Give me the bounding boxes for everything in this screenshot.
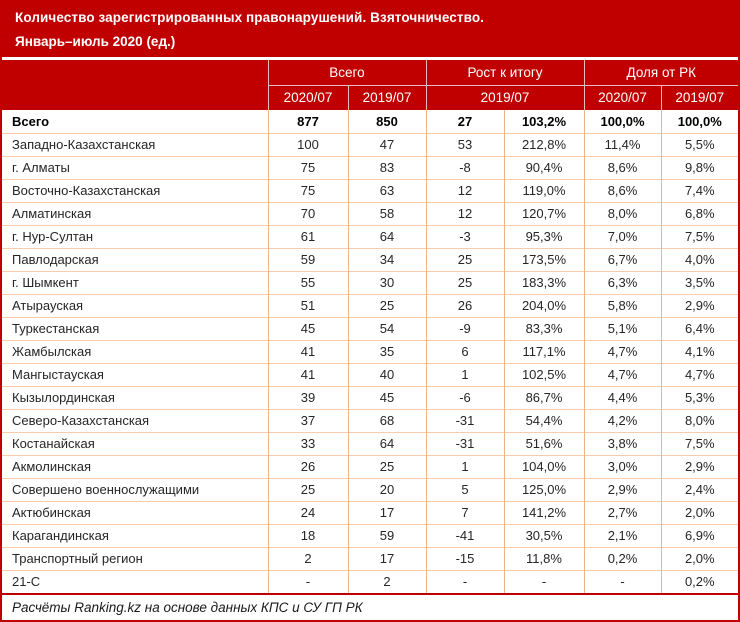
value-cell: 59 bbox=[268, 248, 348, 271]
value-cell: 59 bbox=[348, 524, 426, 547]
value-cell: 4,4% bbox=[584, 386, 661, 409]
value-cell: 75 bbox=[268, 179, 348, 202]
value-cell: 2,4% bbox=[661, 478, 738, 501]
value-cell: 4,7% bbox=[661, 363, 738, 386]
source-note: Расчёты Ranking.kz на основе данных КПС и СУ ГП РК bbox=[2, 593, 738, 620]
value-cell: 4,1% bbox=[661, 340, 738, 363]
value-cell: -8 bbox=[426, 156, 504, 179]
value-cell: 3,0% bbox=[584, 455, 661, 478]
region-label: Карагандинская bbox=[2, 524, 268, 547]
value-cell: 5,8% bbox=[584, 294, 661, 317]
value-cell: 18 bbox=[268, 524, 348, 547]
value-cell: 86,7% bbox=[504, 386, 584, 409]
value-cell: 5 bbox=[426, 478, 504, 501]
table-row bbox=[2, 179, 738, 202]
value-cell: 850 bbox=[348, 110, 426, 133]
table-header bbox=[2, 60, 738, 110]
value-cell: 8,0% bbox=[661, 409, 738, 432]
value-cell: 55 bbox=[268, 271, 348, 294]
region-label: Западно-Казахстанская bbox=[2, 133, 268, 156]
value-cell: - bbox=[426, 570, 504, 593]
region-label: Атырауская bbox=[2, 294, 268, 317]
value-cell: 37 bbox=[268, 409, 348, 432]
value-cell: 2,9% bbox=[661, 455, 738, 478]
table-row bbox=[2, 432, 738, 455]
value-cell: 4,7% bbox=[584, 363, 661, 386]
value-cell: 11,4% bbox=[584, 133, 661, 156]
sub-header-growth-2019: 2019/07 bbox=[426, 85, 584, 110]
value-cell: 75 bbox=[268, 156, 348, 179]
region-label: 21-С bbox=[2, 570, 268, 593]
value-cell: 45 bbox=[348, 386, 426, 409]
total-row bbox=[2, 110, 738, 133]
sub-header-share-2019: 2019/07 bbox=[661, 85, 738, 110]
table-row bbox=[2, 547, 738, 570]
value-cell: 35 bbox=[348, 340, 426, 363]
table-row bbox=[2, 156, 738, 179]
value-cell: - bbox=[268, 570, 348, 593]
value-cell: - bbox=[584, 570, 661, 593]
region-label: Восточно-Казахстанская bbox=[2, 179, 268, 202]
value-cell: 2,7% bbox=[584, 501, 661, 524]
value-cell: 61 bbox=[268, 225, 348, 248]
value-cell: 54,4% bbox=[504, 409, 584, 432]
value-cell: -31 bbox=[426, 409, 504, 432]
table-row bbox=[2, 478, 738, 501]
table-row bbox=[2, 248, 738, 271]
value-cell: 100,0% bbox=[584, 110, 661, 133]
sub-header-share-2020: 2020/07 bbox=[584, 85, 661, 110]
value-cell: 83 bbox=[348, 156, 426, 179]
table-row bbox=[2, 570, 738, 593]
value-cell: 5,1% bbox=[584, 317, 661, 340]
value-cell: 54 bbox=[348, 317, 426, 340]
value-cell: - bbox=[504, 570, 584, 593]
value-cell: 6,9% bbox=[661, 524, 738, 547]
region-label: Актюбинская bbox=[2, 501, 268, 524]
value-cell: 0,2% bbox=[584, 547, 661, 570]
group-header-row bbox=[2, 60, 738, 85]
value-cell: 33 bbox=[268, 432, 348, 455]
value-cell: 120,7% bbox=[504, 202, 584, 225]
value-cell: 877 bbox=[268, 110, 348, 133]
table-row bbox=[2, 133, 738, 156]
value-cell: 7,5% bbox=[661, 225, 738, 248]
value-cell: 63 bbox=[348, 179, 426, 202]
value-cell: 119,0% bbox=[504, 179, 584, 202]
region-label: Костанайская bbox=[2, 432, 268, 455]
value-cell: 2,9% bbox=[584, 478, 661, 501]
sub-header-total-2020: 2020/07 bbox=[268, 85, 348, 110]
value-cell: 24 bbox=[268, 501, 348, 524]
table-row bbox=[2, 455, 738, 478]
value-cell: 104,0% bbox=[504, 455, 584, 478]
value-cell: 7,4% bbox=[661, 179, 738, 202]
value-cell: 26 bbox=[426, 294, 504, 317]
value-cell: 70 bbox=[268, 202, 348, 225]
value-cell: 68 bbox=[348, 409, 426, 432]
value-cell: 8,6% bbox=[584, 156, 661, 179]
region-label: Алматинская bbox=[2, 202, 268, 225]
value-cell: 11,8% bbox=[504, 547, 584, 570]
value-cell: 17 bbox=[348, 501, 426, 524]
region-label: Кызылординская bbox=[2, 386, 268, 409]
value-cell: 83,3% bbox=[504, 317, 584, 340]
title-block bbox=[2, 2, 738, 57]
value-cell: 1 bbox=[426, 363, 504, 386]
value-cell: 173,5% bbox=[504, 248, 584, 271]
region-label: Мангыстауская bbox=[2, 363, 268, 386]
region-label: г. Шымкент bbox=[2, 271, 268, 294]
region-label: Транспортный регион bbox=[2, 547, 268, 570]
page-title: Количество зарегистрированных правонарушений. Взяточничество. bbox=[15, 10, 485, 25]
value-cell: 51,6% bbox=[504, 432, 584, 455]
region-label: г. Алматы bbox=[2, 156, 268, 179]
region-label: Северо-Казахстанская bbox=[2, 409, 268, 432]
value-cell: 12 bbox=[426, 202, 504, 225]
value-cell: 6,8% bbox=[661, 202, 738, 225]
region-label: Жамбылская bbox=[2, 340, 268, 363]
value-cell: 17 bbox=[348, 547, 426, 570]
value-cell: 103,2% bbox=[504, 110, 584, 133]
table-row bbox=[2, 317, 738, 340]
value-cell: 41 bbox=[268, 340, 348, 363]
table-row bbox=[2, 363, 738, 386]
value-cell: 25 bbox=[348, 294, 426, 317]
value-cell: 25 bbox=[426, 248, 504, 271]
region-label: Павлодарская bbox=[2, 248, 268, 271]
value-cell: 9,8% bbox=[661, 156, 738, 179]
region-label: г. Нур-Султан bbox=[2, 225, 268, 248]
table-row bbox=[2, 409, 738, 432]
value-cell: 64 bbox=[348, 225, 426, 248]
group-header-growth: Рост к итогу bbox=[426, 60, 584, 85]
value-cell: 4,2% bbox=[584, 409, 661, 432]
value-cell: 12 bbox=[426, 179, 504, 202]
value-cell: -15 bbox=[426, 547, 504, 570]
value-cell: 7,0% bbox=[584, 225, 661, 248]
table-row bbox=[2, 386, 738, 409]
value-cell: 90,4% bbox=[504, 156, 584, 179]
table-row bbox=[2, 271, 738, 294]
value-cell: 102,5% bbox=[504, 363, 584, 386]
sub-header-total-2019: 2019/07 bbox=[348, 85, 426, 110]
value-cell: 20 bbox=[348, 478, 426, 501]
value-cell: 8,0% bbox=[584, 202, 661, 225]
region-label: Акмолинская bbox=[2, 455, 268, 478]
value-cell: -41 bbox=[426, 524, 504, 547]
value-cell: 47 bbox=[348, 133, 426, 156]
group-header-share: Доля от РК bbox=[584, 60, 738, 85]
value-cell: 100 bbox=[268, 133, 348, 156]
value-cell: 5,3% bbox=[661, 386, 738, 409]
value-cell: 2 bbox=[268, 547, 348, 570]
corner-cell bbox=[2, 60, 268, 110]
value-cell: 4,0% bbox=[661, 248, 738, 271]
value-cell: -3 bbox=[426, 225, 504, 248]
region-label: Совершено военнослужащими bbox=[2, 478, 268, 501]
value-cell: 212,8% bbox=[504, 133, 584, 156]
table-row bbox=[2, 225, 738, 248]
value-cell: -6 bbox=[426, 386, 504, 409]
value-cell: 125,0% bbox=[504, 478, 584, 501]
value-cell: 2 bbox=[348, 570, 426, 593]
region-label: Туркестанская bbox=[2, 317, 268, 340]
value-cell: 30 bbox=[348, 271, 426, 294]
table-row bbox=[2, 524, 738, 547]
value-cell: 27 bbox=[426, 110, 504, 133]
table-row bbox=[2, 294, 738, 317]
value-cell: 25 bbox=[348, 455, 426, 478]
value-cell: 25 bbox=[426, 271, 504, 294]
value-cell: 6,4% bbox=[661, 317, 738, 340]
value-cell: 204,0% bbox=[504, 294, 584, 317]
page-subtitle: Январь–июль 2020 (ед.) bbox=[15, 34, 176, 49]
value-cell: 34 bbox=[348, 248, 426, 271]
value-cell: 6,7% bbox=[584, 248, 661, 271]
group-header-total: Всего bbox=[268, 60, 426, 85]
value-cell: 183,3% bbox=[504, 271, 584, 294]
value-cell: 7,5% bbox=[661, 432, 738, 455]
table-row bbox=[2, 340, 738, 363]
value-cell: 3,8% bbox=[584, 432, 661, 455]
table-row bbox=[2, 501, 738, 524]
value-cell: 2,0% bbox=[661, 547, 738, 570]
value-cell: -31 bbox=[426, 432, 504, 455]
table-row bbox=[2, 202, 738, 225]
value-cell: 45 bbox=[268, 317, 348, 340]
value-cell: 8,6% bbox=[584, 179, 661, 202]
value-cell: 100,0% bbox=[661, 110, 738, 133]
table-body bbox=[2, 110, 738, 593]
value-cell: 51 bbox=[268, 294, 348, 317]
value-cell: 39 bbox=[268, 386, 348, 409]
value-cell: 64 bbox=[348, 432, 426, 455]
value-cell: 7 bbox=[426, 501, 504, 524]
value-cell: 4,7% bbox=[584, 340, 661, 363]
value-cell: 2,9% bbox=[661, 294, 738, 317]
value-cell: 6,3% bbox=[584, 271, 661, 294]
offenses-table bbox=[2, 60, 738, 593]
value-cell: 141,2% bbox=[504, 501, 584, 524]
value-cell: 30,5% bbox=[504, 524, 584, 547]
value-cell: 6 bbox=[426, 340, 504, 363]
value-cell: 41 bbox=[268, 363, 348, 386]
value-cell: -9 bbox=[426, 317, 504, 340]
value-cell: 25 bbox=[268, 478, 348, 501]
region-label: Всего bbox=[12, 113, 50, 129]
value-cell: 40 bbox=[348, 363, 426, 386]
value-cell: 5,5% bbox=[661, 133, 738, 156]
value-cell: 2,0% bbox=[661, 501, 738, 524]
value-cell: 2,1% bbox=[584, 524, 661, 547]
value-cell: 117,1% bbox=[504, 340, 584, 363]
value-cell: 58 bbox=[348, 202, 426, 225]
value-cell: 1 bbox=[426, 455, 504, 478]
value-cell: 26 bbox=[268, 455, 348, 478]
value-cell: 3,5% bbox=[661, 271, 738, 294]
value-cell: 0,2% bbox=[661, 570, 738, 593]
value-cell: 95,3% bbox=[504, 225, 584, 248]
value-cell: 53 bbox=[426, 133, 504, 156]
